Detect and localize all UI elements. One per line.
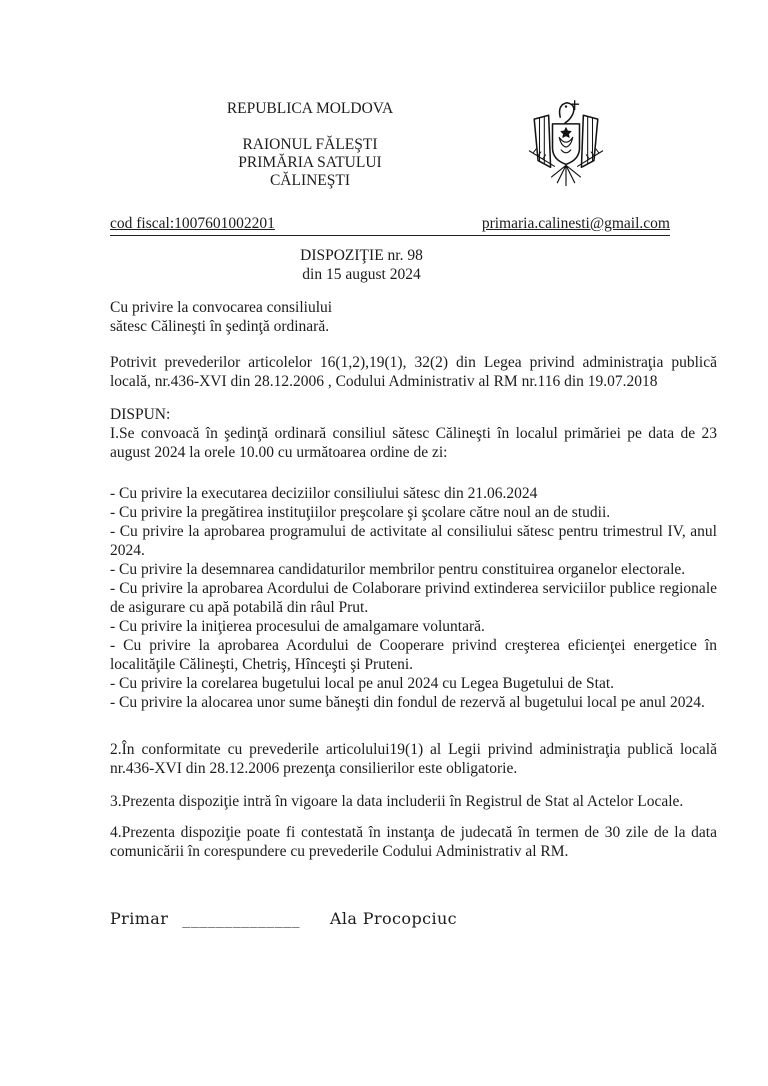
institution-block [110, 100, 510, 190]
email-address: primaria.calinesti@gmail.com [481, 215, 670, 232]
point-4-paragraph: 4.Prezenta dispoziţie poate fi contestată în instanţa de judecată în termen de 30 zile de la data comunicării în corespundere cu prevederile Codului Administrativ al RM. [110, 824, 717, 860]
header-village: CĂLINEŞTI [269, 172, 351, 189]
subject-line-1: Cu privire la convocarea consiliului [110, 299, 333, 316]
title-number: DISPOZIŢIE nr. 98 [300, 247, 423, 264]
agenda-item: - Cu privire la aprobarea programului de activitate al consiliului sătesc pentru trimestrul IV, anul 2024. [110, 523, 717, 559]
header-institution: PRIMĂRIA SATULUI [238, 154, 382, 171]
agenda-item: - Cu privire la pregătirea instituţiilor preşcolare şi şcolare către noul an de studii. [110, 504, 611, 521]
header-district: RAIONUL FĂLEŞTI [242, 136, 378, 153]
agenda-item: - Cu privire la iniţierea procesului de amalgamare voluntară. [110, 618, 485, 635]
document-title [110, 246, 717, 284]
signature-block [110, 909, 717, 928]
dispun-label: DISPUN: [110, 406, 171, 423]
agenda-item: - Cu privire la desemnarea candidaturilor membrilor pentru constituirea organelor electorale. [110, 561, 686, 578]
agenda-item: - Cu privire la executarea deciziilor consiliului sătesc din 21.06.2024 [110, 485, 538, 502]
moldova-coat-of-arms-icon [512, 95, 620, 201]
document-subject [110, 298, 717, 336]
document-header [110, 100, 717, 192]
header-country: REPUBLICA MOLDOVA [226, 100, 394, 117]
agenda-item: - Cu privire la aprobarea Acordului de Colaborare privind extinderea serviciilor publice regionale de asigurare cu apă potabilă din râul Prut. [110, 580, 717, 616]
point-2-paragraph: 2.În conformitate cu prevederile articolului19(1) al Legii privind administraţia publică locală nr.436-XVI din 28.12.2006 prezenţa consilierilor este obligatorie. [110, 741, 717, 777]
subject-line-2: sătesc Călineşti în şedinţă ordinară. [110, 318, 330, 335]
point-1-paragraph: I.Se convoacă în şedinţă ordinară consiliul sătesc Călineşti în localul primăriei pe data de 23 august 2024 la orele 10.00 cu următoarea ordine de zi: [110, 425, 717, 461]
signature-blank-line: ______________ [182, 909, 300, 928]
contact-line [110, 214, 670, 236]
title-date: din 15 august 2024 [302, 266, 421, 283]
header-spacer [110, 118, 510, 136]
signature-name: Ala Procopciuc [329, 909, 458, 928]
agenda-item: - Cu privire la alocarea unor sume băneşti din fondul de rezervă al bugetului local pe anul 2024. [110, 694, 705, 711]
point-3-paragraph: 3.Prezenta dispoziţie intră în vigoare la data includerii în Registrul de Stat al Actelor Locale. [110, 793, 684, 810]
signature-role-label: Primar [110, 909, 169, 928]
legal-basis-paragraph: Potrivit prevederilor articolelor 16(1,2),19(1), 32(2) din Legea privind administraţia publică locală, nr.436-XVI din 28.12.2006 , Codului Administrativ al RM nr.116 din 19.07.2018 [110, 354, 717, 390]
agenda-item: - Cu privire la aprobarea Acordului de Cooperare privind creşterea eficienţei energetice în localităţile Călineşti, Chetriş, Hînceşti şi Pruteni. [110, 637, 717, 673]
fiscal-code: cod fiscal:1007601002201 [110, 215, 275, 232]
agenda-list [110, 484, 717, 712]
agenda-item: - Cu privire la corelarea bugetului local pe anul 2024 cu Legea Bugetului de Stat. [110, 675, 615, 692]
